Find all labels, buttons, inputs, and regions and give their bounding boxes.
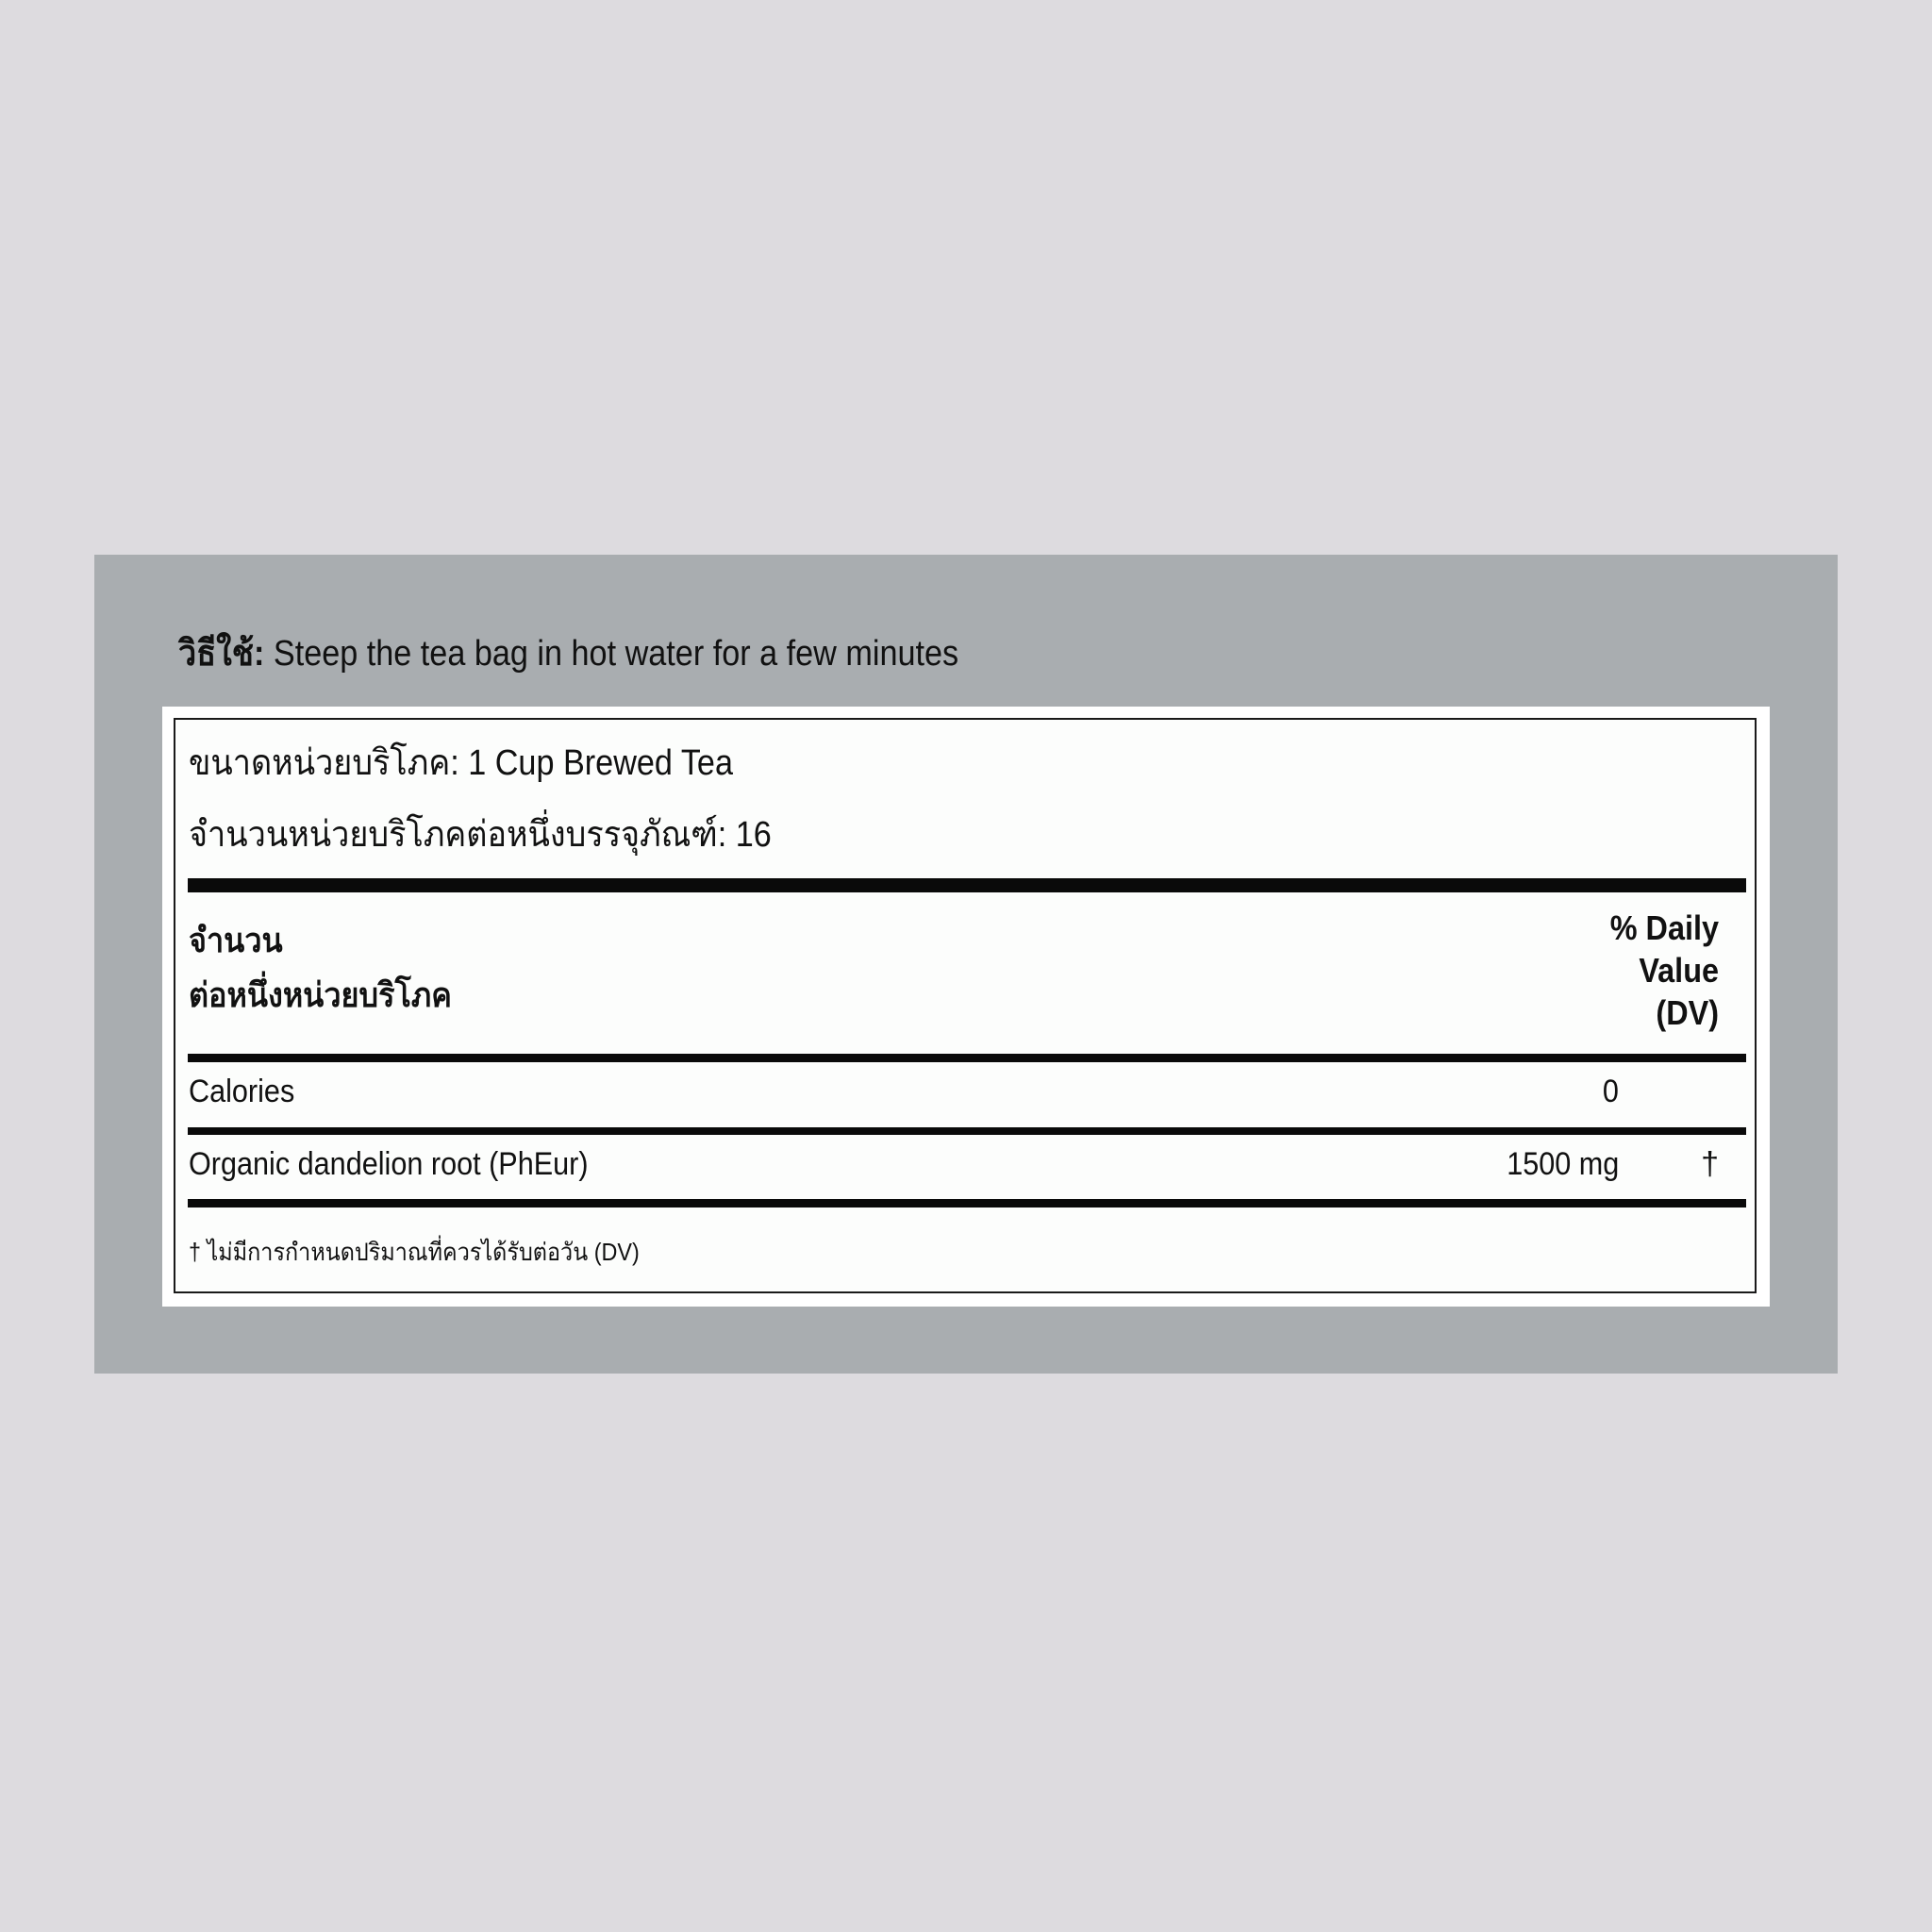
dv-header-line3: (DV) [1656,993,1719,1032]
footnote: † ไม่มีการกำหนดปริมาณที่ควรได้รับต่อวัน (DV) [189,1238,640,1266]
dv-header-line1: % Daily [1609,908,1719,947]
amount-header-line2: ต่อหนึ่งหน่วยบริโภค [189,975,452,1014]
directions-line [178,627,958,680]
serving-size: ขนาดหน่วยบริโภค: 1 Cup Brewed Tea [189,743,733,783]
directions-label: วิธีใช้: [178,634,265,674]
thick-divider [188,878,1746,892]
row-dandelion-amount: 1500 mg [1506,1146,1619,1182]
header-divider [188,1054,1746,1062]
row-dandelion-name: Organic dandelion root (PhEur) [189,1146,589,1182]
directions-text: Steep the tea bag in hot water for a few minutes [264,634,959,674]
bottom-divider [188,1199,1746,1208]
row-calories-name: Calories [189,1074,295,1109]
row-calories-amount: 0 [1602,1074,1619,1109]
row-divider [188,1127,1746,1135]
row-dandelion-dv: † [1701,1146,1719,1182]
amount-header-line1: จำนวน [189,921,283,959]
daily-value-header [1532,907,1719,1034]
amount-per-serving-header [189,913,452,1023]
supplement-facts-box [174,718,1757,1293]
servings-per-container: จำนวนหน่วยบริโภคต่อหนึ่งบรรจุภัณฑ์: 16 [189,815,772,855]
dv-header-line2: Value [1639,951,1719,990]
